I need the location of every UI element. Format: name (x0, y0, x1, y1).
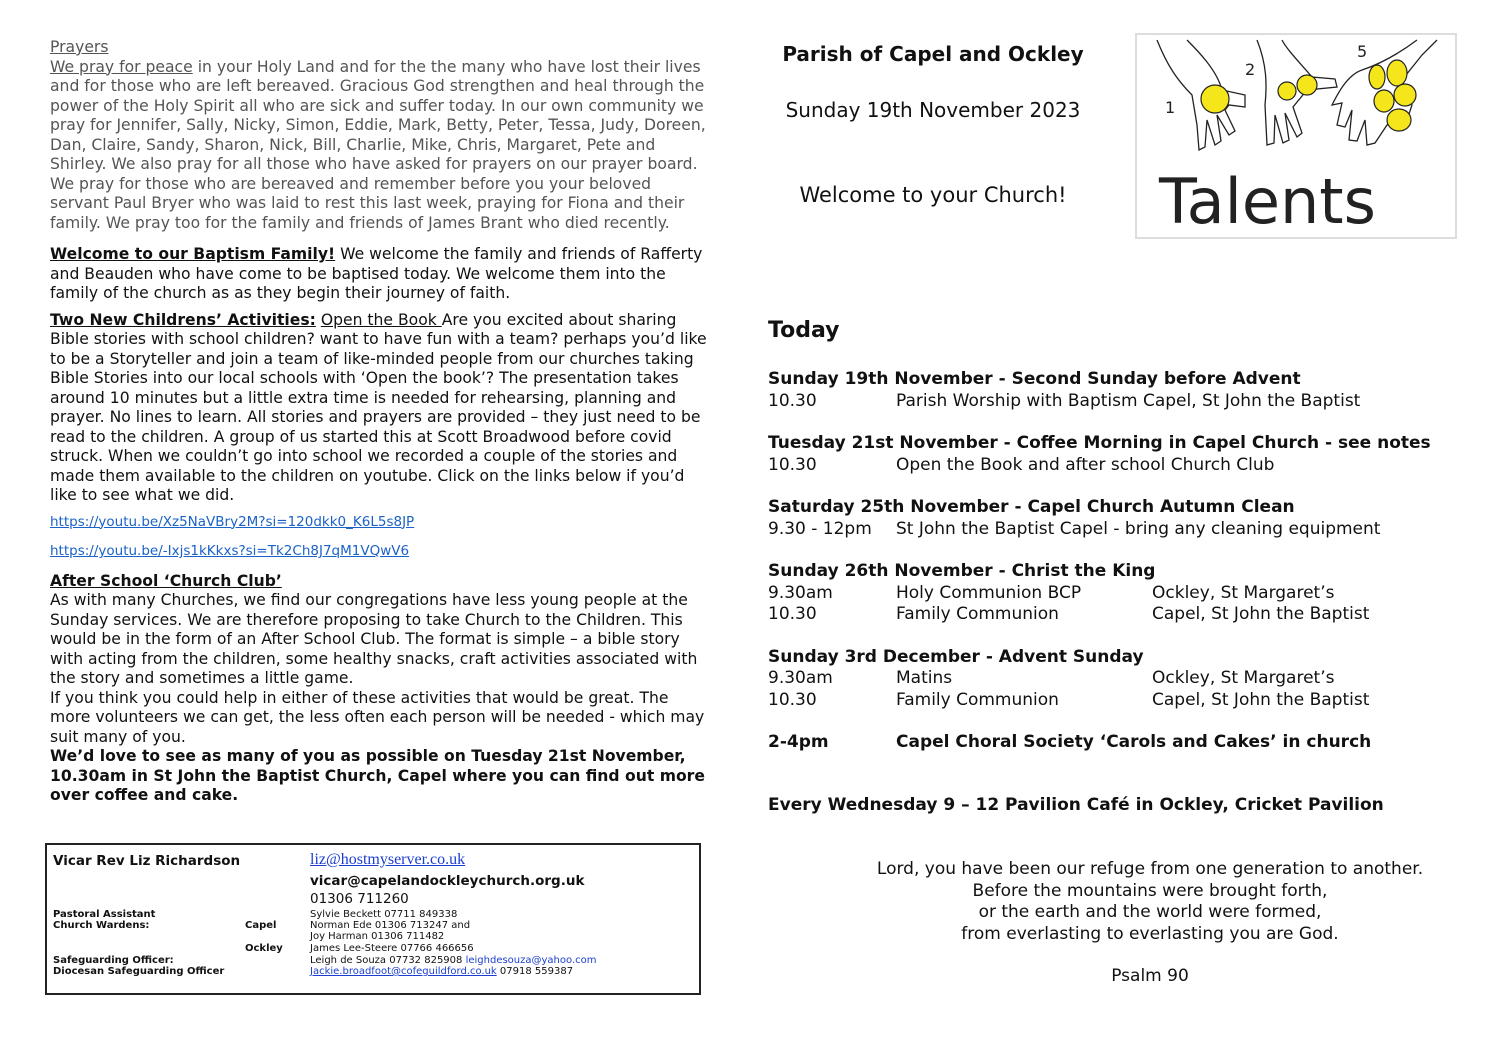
schedule-row (768, 668, 1448, 690)
children-body: Are you excited about sharing Bible stories with school children? want to have fun with a team? perhaps you’d like to be a Storyteller and join a team of like-minded people from our churches taking Bible Stories into our local schools with ‘Open the book’? The presentation takes around 10 minutes but a little extra time is needed for rehearsing, planning and prayer. No lines to learn. All stories and prayers are provided – they just need to be read to the children. A group of us started this at Scott Broadwood before covid struck. When we couldn’t go into school we recorded a couple of the stories and made them available to the children on youtube. Click on the links below if you’d like to see what we did. (50, 310, 707, 504)
contact-place: Capel (245, 920, 277, 931)
service: St John the Baptist Capel - bring any cleaning equipment (896, 518, 1381, 539)
time: 9.30am (768, 582, 833, 603)
schedule-block (768, 369, 1448, 412)
schedule-heading: Sunday 19th November - Second Sunday before Advent (768, 369, 1301, 389)
club-body-2: If you think you could help in either of these activities that would be great. The more volunteers we can get, the less often each person will be needed - which may suit many of you. (50, 688, 705, 746)
contact-place: Ockley (245, 943, 283, 954)
service: Family Communion (896, 604, 1059, 624)
contact-role: Safeguarding Officer: (53, 955, 174, 966)
contact-box (45, 843, 701, 995)
coin-icon (1387, 109, 1411, 131)
baptism-body: We welcome the family and friends of Rafferty and Beauden who have come to be baptised today. We welcome them into the family of the church as as they begin their journey of faith. (50, 245, 703, 302)
schedule-heading: Sunday 3rd December - Advent Sunday (768, 646, 1144, 667)
contact-who-text: Leigh de Souza 07732 825908 (310, 955, 466, 966)
contact-who-text: 07918 559387 (496, 966, 574, 977)
welcome-text: Welcome to your Church! (799, 183, 1067, 207)
talent-label-1: 1 (1165, 98, 1176, 117)
talents-hands-icon (1137, 35, 1455, 237)
talent-label-2: 2 (1245, 60, 1256, 79)
weekly-cafe-notice: Every Wednesday 9 – 12 Pavilion Café in Ockley, Cricket Pavilion (768, 795, 1384, 815)
safeguarding-email-link[interactable]: leighdesouza@yahoo.com (465, 955, 597, 966)
schedule-row (768, 583, 1448, 605)
schedule-block (768, 561, 1448, 626)
contact-role: Pastoral Assistant (53, 909, 156, 920)
psalm-line: Lord, you have been our refuge from one generation to another. (876, 859, 1424, 879)
service: Open the Book and after school Church Club (896, 454, 1275, 475)
schedule-row (768, 690, 1448, 712)
contact-who: James Lee-Steere 07766 466656 (310, 943, 474, 954)
schedule-heading: Sunday 26th November - Christ the King (768, 561, 1156, 581)
parish-title: Parish of Capel and Ockley (782, 42, 1084, 66)
contact-who (310, 955, 597, 966)
prayers-section (50, 38, 710, 233)
children-section (50, 311, 710, 506)
youtube-link-1[interactable]: https://youtu.be/Xz5NaVBry2M?si=120dkk0_K6L5s8JP (50, 513, 415, 530)
service: Holy Communion BCP (896, 582, 1082, 603)
schedule-heading: Tuesday 21st November - Coffee Morning in Capel Church - see notes (768, 433, 1431, 453)
contact-role: Diocesan Safeguarding Officer (53, 966, 225, 977)
choral-title: Capel Choral Society ‘Carols and Cakes’ in church (896, 732, 1372, 752)
youtube-link-2[interactable]: https://youtu.be/-Ixjs1kKkxs?si=Tk2Ch8J7qM1VQwV6 (50, 543, 410, 559)
club-heading: After School ‘Church Club’ (50, 571, 282, 590)
choral-time: 2-4pm (768, 732, 829, 752)
schedule-block (768, 647, 1448, 712)
coin-icon (1374, 90, 1394, 112)
coin-icon (1387, 60, 1407, 86)
coin-icon (1369, 65, 1385, 89)
psalm-reference: Psalm 90 (1111, 966, 1189, 986)
vicar-phone: 01306 711260 (310, 891, 409, 907)
schedule-row (768, 519, 1448, 541)
time: 9.30 - 12pm (768, 518, 872, 539)
location: Ockley, St Margaret’s (1152, 668, 1335, 688)
service: Matins (896, 668, 953, 688)
schedule-row (768, 455, 1448, 477)
contact-role: Church Wardens: (53, 920, 150, 931)
left-column (50, 38, 710, 806)
children-heading: Two New Childrens’ Activities: (50, 310, 316, 329)
contact-who: Norman Ede 01306 713247 and (310, 920, 471, 931)
psalm-line: Before the mountains were brought forth, (972, 880, 1328, 901)
service-date: Sunday 19th November 2023 (785, 98, 1081, 122)
schedule (768, 369, 1448, 754)
psalm-line: or the earth and the world were formed, (978, 902, 1322, 922)
vicar-name: Vicar Rev Liz Richardson (53, 853, 241, 869)
psalm-quote (850, 859, 1450, 988)
baptism-section (50, 245, 710, 304)
talent-label-5: 5 (1357, 42, 1368, 61)
contact-who: Joy Harman 01306 711482 (310, 931, 445, 942)
talents-caption: Talents (1159, 165, 1376, 237)
time: 9.30am (768, 668, 833, 688)
location: Ockley, St Margaret’s (1152, 582, 1335, 603)
schedule-row (768, 391, 1448, 413)
club-section (50, 572, 710, 806)
club-body-1: As with many Churches, we find our congregations have less young people at the Sunday services. We are therefore proposing to take Church to the Children. This would be in the form of an After School Club. The format is simple – a bible story with acting from the children, some healthy snacks, craft activities associated with the story and sometimes a little game. (50, 591, 698, 687)
time: 10.30 (768, 390, 817, 411)
choral-event (768, 732, 1448, 754)
vicar-email-link[interactable]: liz@hostmyserver.co.uk (310, 851, 466, 868)
schedule-row (768, 604, 1448, 626)
schedule-block (768, 433, 1448, 476)
prayers-body: in your Holy Land and for the the many who have lost their lives and for those who are left bereaved. Gracious God strengthen and heal through the power of the Holy Spirit all who are sick and suffer today. In our own community we pray for Jennifer, Sally, Nicky, Simon, Eddie, Mark, Betty, Peter, Tessa, Judy, Doreen, Dan, Claire, Sandy, Sharon, Nick, Bill, Charlie, Mike, Chris, Margaret, Pete and Shirley. We also pray for all those who have asked for prayers on our prayer board. We pray for those who are bereaved and remember before you your beloved servant Paul Bryer who was laid to rest this last week, praying for Fiona and their family. We pray too for the family and friends of James Brant who died recently. (50, 57, 706, 232)
baptism-heading: Welcome to our Baptism Family! (50, 245, 336, 263)
contact-who: Sylvie Beckett 07711 849338 (310, 909, 458, 920)
today-heading: Today (768, 318, 840, 343)
club-body-3: We’d love to see as many of you as possible on Tuesday 21st November, 10.30am in St John the Baptist Church, Capel where you can find out more over coffee and cake. (50, 747, 705, 804)
vicar-email: vicar@capelandockleychurch.org.uk (310, 873, 585, 889)
prayers-text (50, 58, 710, 234)
location: Capel, St John the Baptist (1152, 689, 1370, 710)
coin-icon (1201, 85, 1229, 113)
schedule-heading: Saturday 25th November - Capel Church Autumn Clean (768, 497, 1295, 517)
service: Parish Worship with Baptism Capel, St John the Baptist (896, 390, 1361, 411)
time: 10.30 (768, 689, 817, 710)
diocesan-email-link[interactable]: Jackie.broadfoot@cofeguildford.co.uk (310, 966, 497, 977)
time: 10.30 (768, 454, 817, 475)
contact-who (310, 966, 573, 977)
prayers-heading: Prayers (50, 38, 109, 56)
coin-icon (1278, 82, 1296, 100)
schedule-block (768, 497, 1448, 540)
coin-icon (1297, 75, 1317, 95)
prayers-lead: We pray for peace (50, 57, 193, 76)
location: Capel, St John the Baptist (1152, 604, 1370, 624)
talents-illustration (1135, 33, 1457, 239)
psalm-line: from everlasting to everlasting you are God. (961, 923, 1339, 944)
service: Family Communion (896, 689, 1059, 710)
time: 10.30 (768, 604, 817, 624)
coin-icon (1394, 84, 1416, 106)
open-the-book-heading: Open the Book (320, 310, 442, 329)
